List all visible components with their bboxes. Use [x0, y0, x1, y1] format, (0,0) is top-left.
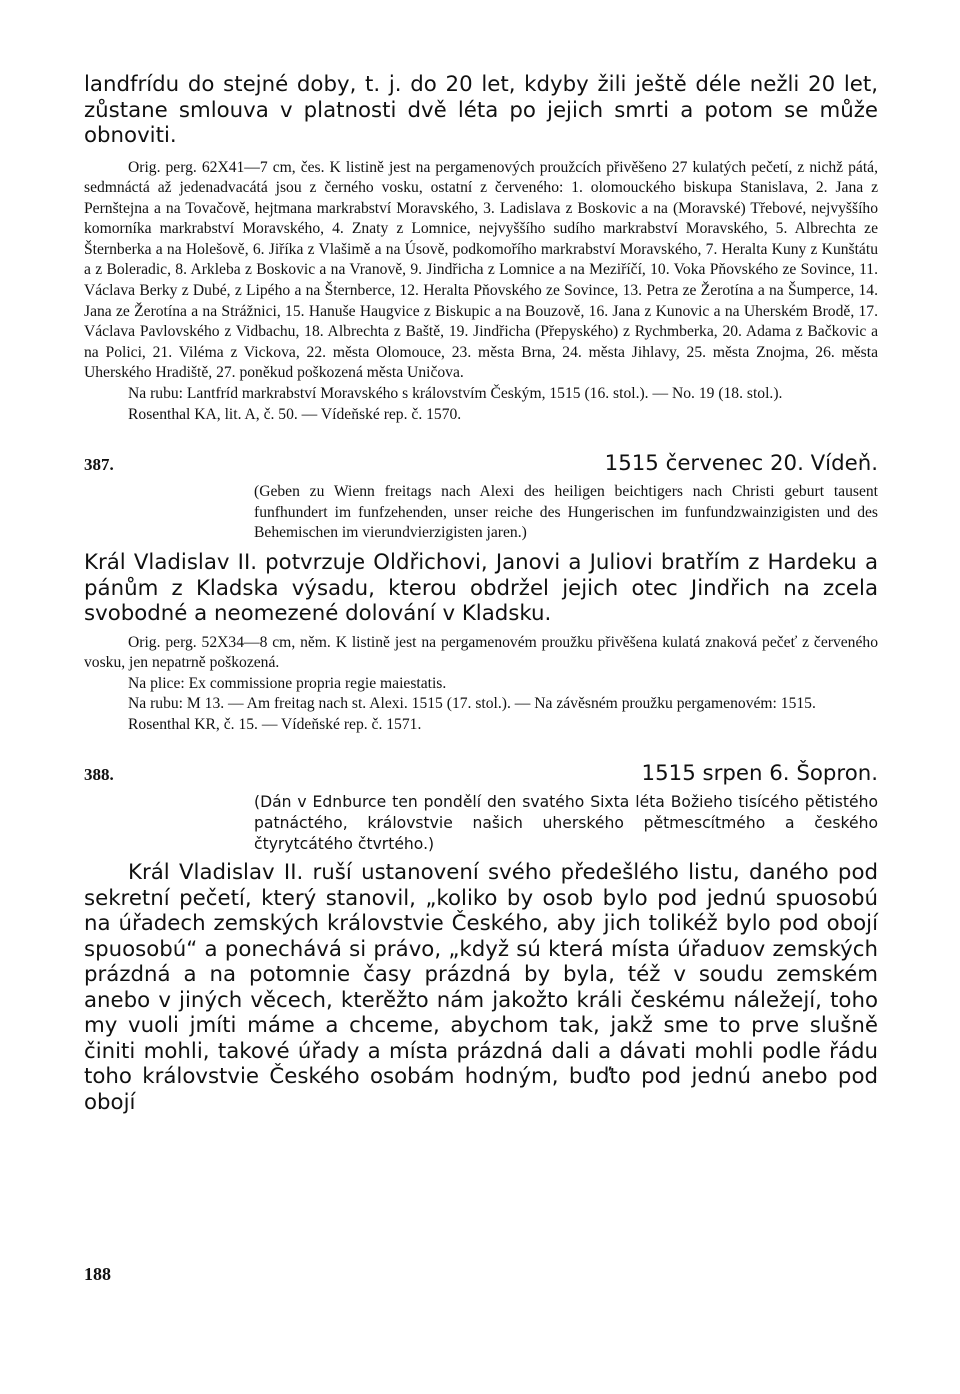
entry-387-header: [84, 451, 878, 476]
entry-387-orig-note: Orig. perg. 52X34—8 cm, něm. K listině jest na pergamenovém proužku přivěšena kulatá znaková pečeť z červeného vosku, jen nepatrně poškozená.: [84, 633, 878, 672]
entry-date: 1515 srpen 6. Šopron.: [641, 761, 878, 787]
entry-387-lead: Král Vladislav II. potvrzuje Oldřichovi, Janovi a Juliovi bratřím z Hardeku a pánům z Kladska výsadu, kterou obdržel jejich otec Jindřich na zcela svobodné a neomezené dolování v Kladsku.: [84, 550, 878, 626]
regest-text: (Dán v Ednburce ten pondělí den svatého Sixta léta Božieho tisícého pětistého patnáctého, královstvie našich uherského pětmescítmého a českého čtyrytcátého čtvrtého.): [254, 793, 878, 853]
prev-entry-rubr-note: Na rubu: Lantfríd markrabství Moravského s královstvím Českým, 1515 (16. stol.). — No. 19 (18. stol.).: [128, 385, 783, 403]
entry-387-rubr-note: Na rubu: M 13. — Am freitag nach st. Alexi. 1515 (17. stol.). — Na závěsném proužku pergamenovém: 1515.: [128, 695, 816, 713]
entry-387-regest: [254, 482, 878, 544]
entry-387-plica-note: Na plice: Ex commissione propria regie maiestatis.: [128, 674, 447, 692]
entry-date: 1515 červenec 20. Vídeň.: [604, 451, 878, 477]
entry-number: 387.: [84, 455, 114, 475]
prev-entry-orig-note: Orig. perg. 62X41—7 cm, čes. K listině jest na pergamenových proužcích přivěšeno 27 kulatých pečetí, z nichž pátá, sedmnáctá až jedenadvacátá jsou z černého vosku, ostatní z červeného: 1. olomouckého biskupa Stanislava, 2. Jana z Pernštejna a na Tovačově, hejtmana markrabství Moravského, 3. Ladislava z Boskovic a na (Moravské) Třebové, nejvyššího komorníka markrabství Moravského, 4. Znaty z Lomnice, nejvyššího sudího markrabství Moravského, 5. Albrechta ze Šternberka a na Holešově, 6. Jiříka z Vlašimě a na Úsově, podkomořího markrabství Moravského, 7. Heralta Kuny z Kunštátu a z Boleradic, 8. Arkleba z Boskovic a na Vranově, 9. Jindřicha z Lomnice a na Meziříčí, 10. Voka Pňovského ze Sovince, 11. Václava Berky z Dubé, z Lipého a na Šternberce, 12. Heralta Pňovského ze Sovince, 13. Petra ze Žerotína a na Šumperce, 14. Jana ze Žerotína a na Strážnici, 15. Hanuše Haugvice z Biskupic a na Bouzově, 16. Jana z Kunovic a na Uherském Brodě, 17. Václava Pavlovského z Vidbachu, 18. Albrechta z Baště, 19. Jindřicha (Přepyského) z Rychmberka, 20. Adama z Bačkovic a na Polici, 21. Viléma z Vickova, 22. města Olomouce, 23. města Brna, 24. města Jihlavy, 25. města Znojma, 26. města Uherského Hradiště, 27. poněkud poškozená města Uničova.: [84, 158, 878, 382]
prev-entry-lead: landfrídu do stejné doby, t. j. do 20 let, kdyby žili ještě déle nežli 20 let, zůstane smlouva v platnosti dvě léta po jejich smrti a potom se může obnoviti.: [84, 72, 878, 148]
entry-388-lead: Král Vladislav II. ruší ustanovení svého předešlého listu, daného pod sekretní pečetí, který stanovil, „koliko by osob bylo pod jednú spuosobú na úřadech zemských královstvie Českého, aby jich tolikéž bylo pod obojí spuosobú“ a ponechává si právo, „když sú která místa úřaduov zemských prázdná a na potomnie časy prázdná by byla, též v soudu zemském anebo v jiných věcech, kterěžto nám jakožto králi českému náležejí, toho my vuoli jmíti máme a chceme, abychom tak, jakž sme to prve slušně činiti mohli, takové úřady a místa prázdná dali a dávati mohli podle řádu toho královstvie Českého osobám hodným, buďto pod jednú anebo pod obojí: [84, 860, 878, 1115]
entry-388-regest: [254, 792, 878, 854]
page-content: [84, 72, 878, 1115]
prev-entry-reference: Rosenthal KA, lit. A, č. 50. — Vídeňské rep. č. 1570.: [128, 405, 462, 423]
entry-number: 388.: [84, 765, 114, 785]
regest-text: (Geben zu Wienn freitags nach Alexi des heiligen beichtigers nach Christi geburt tausent funfhundert im funfzehenden, unser reiche des Hungerischen im funfundzwainzigisten und des Behemischen im vierundvierzigisten jaren.): [254, 483, 878, 542]
entry-388-header: [84, 761, 878, 786]
page-number: 188: [84, 1264, 111, 1284]
entry-387-reference: Rosenthal KR, č. 15. — Vídeňské rep. č. 1571.: [128, 715, 422, 733]
